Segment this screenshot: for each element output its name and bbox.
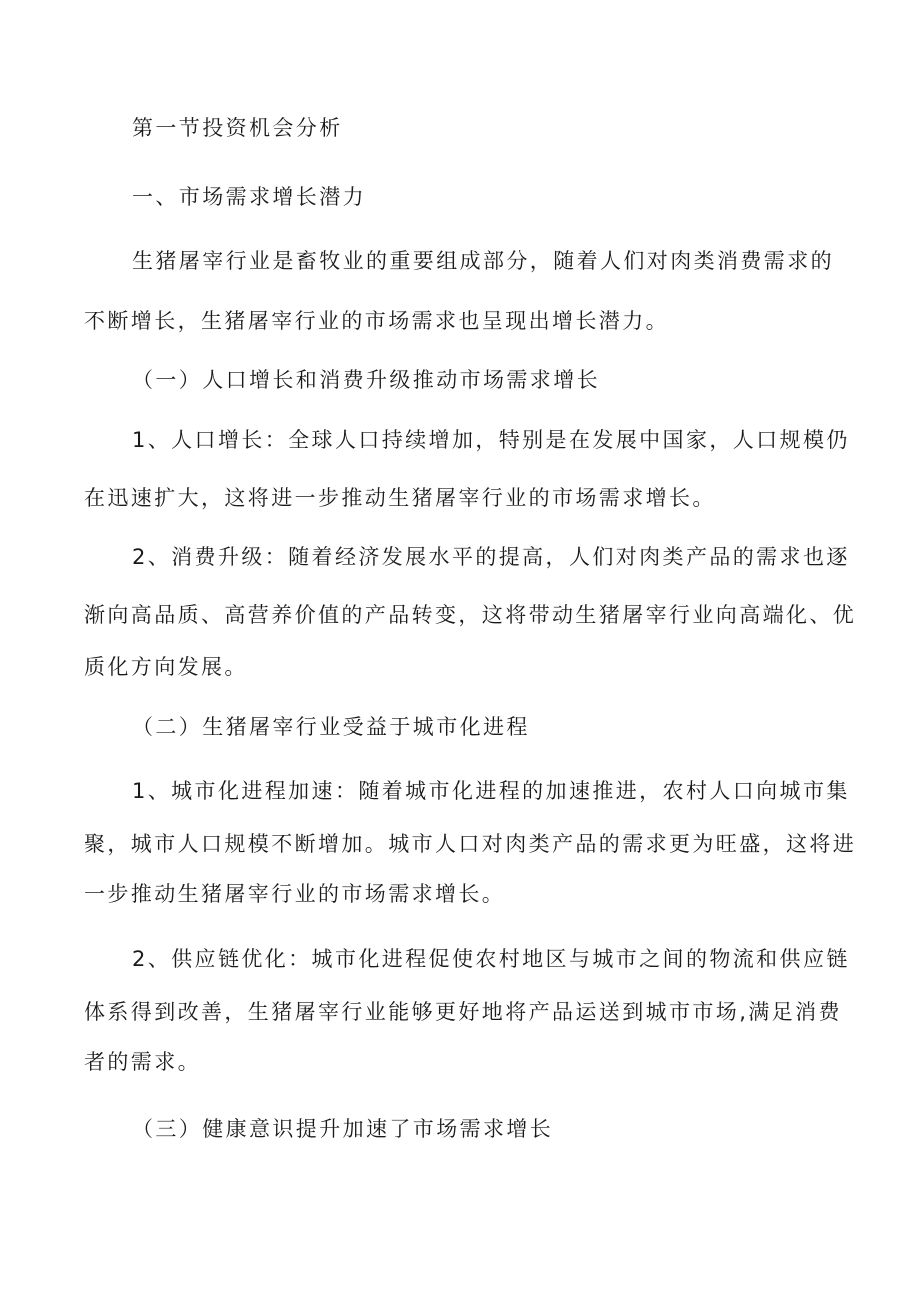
part1-item2-line-3: 质化方向发展。 [84,655,248,679]
part2-item1-line-2: 聚，城市人口规模不断增加。城市人口对肉类产品的需求更为旺盛，这将进 [84,832,857,856]
intro-line-2: 不断增长，生猪屠宰行业的市场需求也呈现出增长潜力。 [84,309,669,333]
part1-item1-line-2: 在迅速扩大，这将进一步推动生猪屠宰行业的市场需求增长。 [84,486,716,510]
part3-title: （三）健康意识提升加速了市场需求增长 [132,1117,554,1141]
part2-item2-line-1: 2、供应链优化：城市化进程促使农村地区与城市之间的物流和供应链 [132,947,850,971]
part2-title: （二）生猪屠宰行业受益于城市化进程 [132,715,530,739]
section-heading: 第一节投资机会分析 [132,116,343,140]
part2-item1-line-3: 一步推动生猪屠宰行业的市场需求增长。 [84,882,506,906]
part1-item2-line-1: 2、消费升级：随着经济发展水平的提高，人们对肉类产品的需求也逐 [132,545,850,569]
part1-title: （一）人口增长和消费升级推动市场需求增长 [132,368,600,392]
part1-item1-line-1: 1、人口增长：全球人口持续增加，特别是在发展中国家，人口规模仍 [132,428,850,452]
part2-item2-line-3: 者的需求。 [84,1050,201,1074]
part2-item2-line-2: 体系得到改善，生猪屠宰行业能够更好地将产品运送到城市市场,满足消费 [84,1000,842,1024]
intro-line-1: 生猪屠宰行业是畜牧业的重要组成部分，随着人们对肉类消费需求的 [132,249,834,273]
part2-item1-line-1: 1、城市化进程加速：随着城市化进程的加速推进，农村人口向城市集 [132,779,850,803]
part1-item2-line-2: 渐向高品质、高营养价值的产品转变，这将带动生猪屠宰行业向高端化、优 [84,603,857,627]
subsection-heading: 一、市场需求增长潜力 [132,185,366,209]
